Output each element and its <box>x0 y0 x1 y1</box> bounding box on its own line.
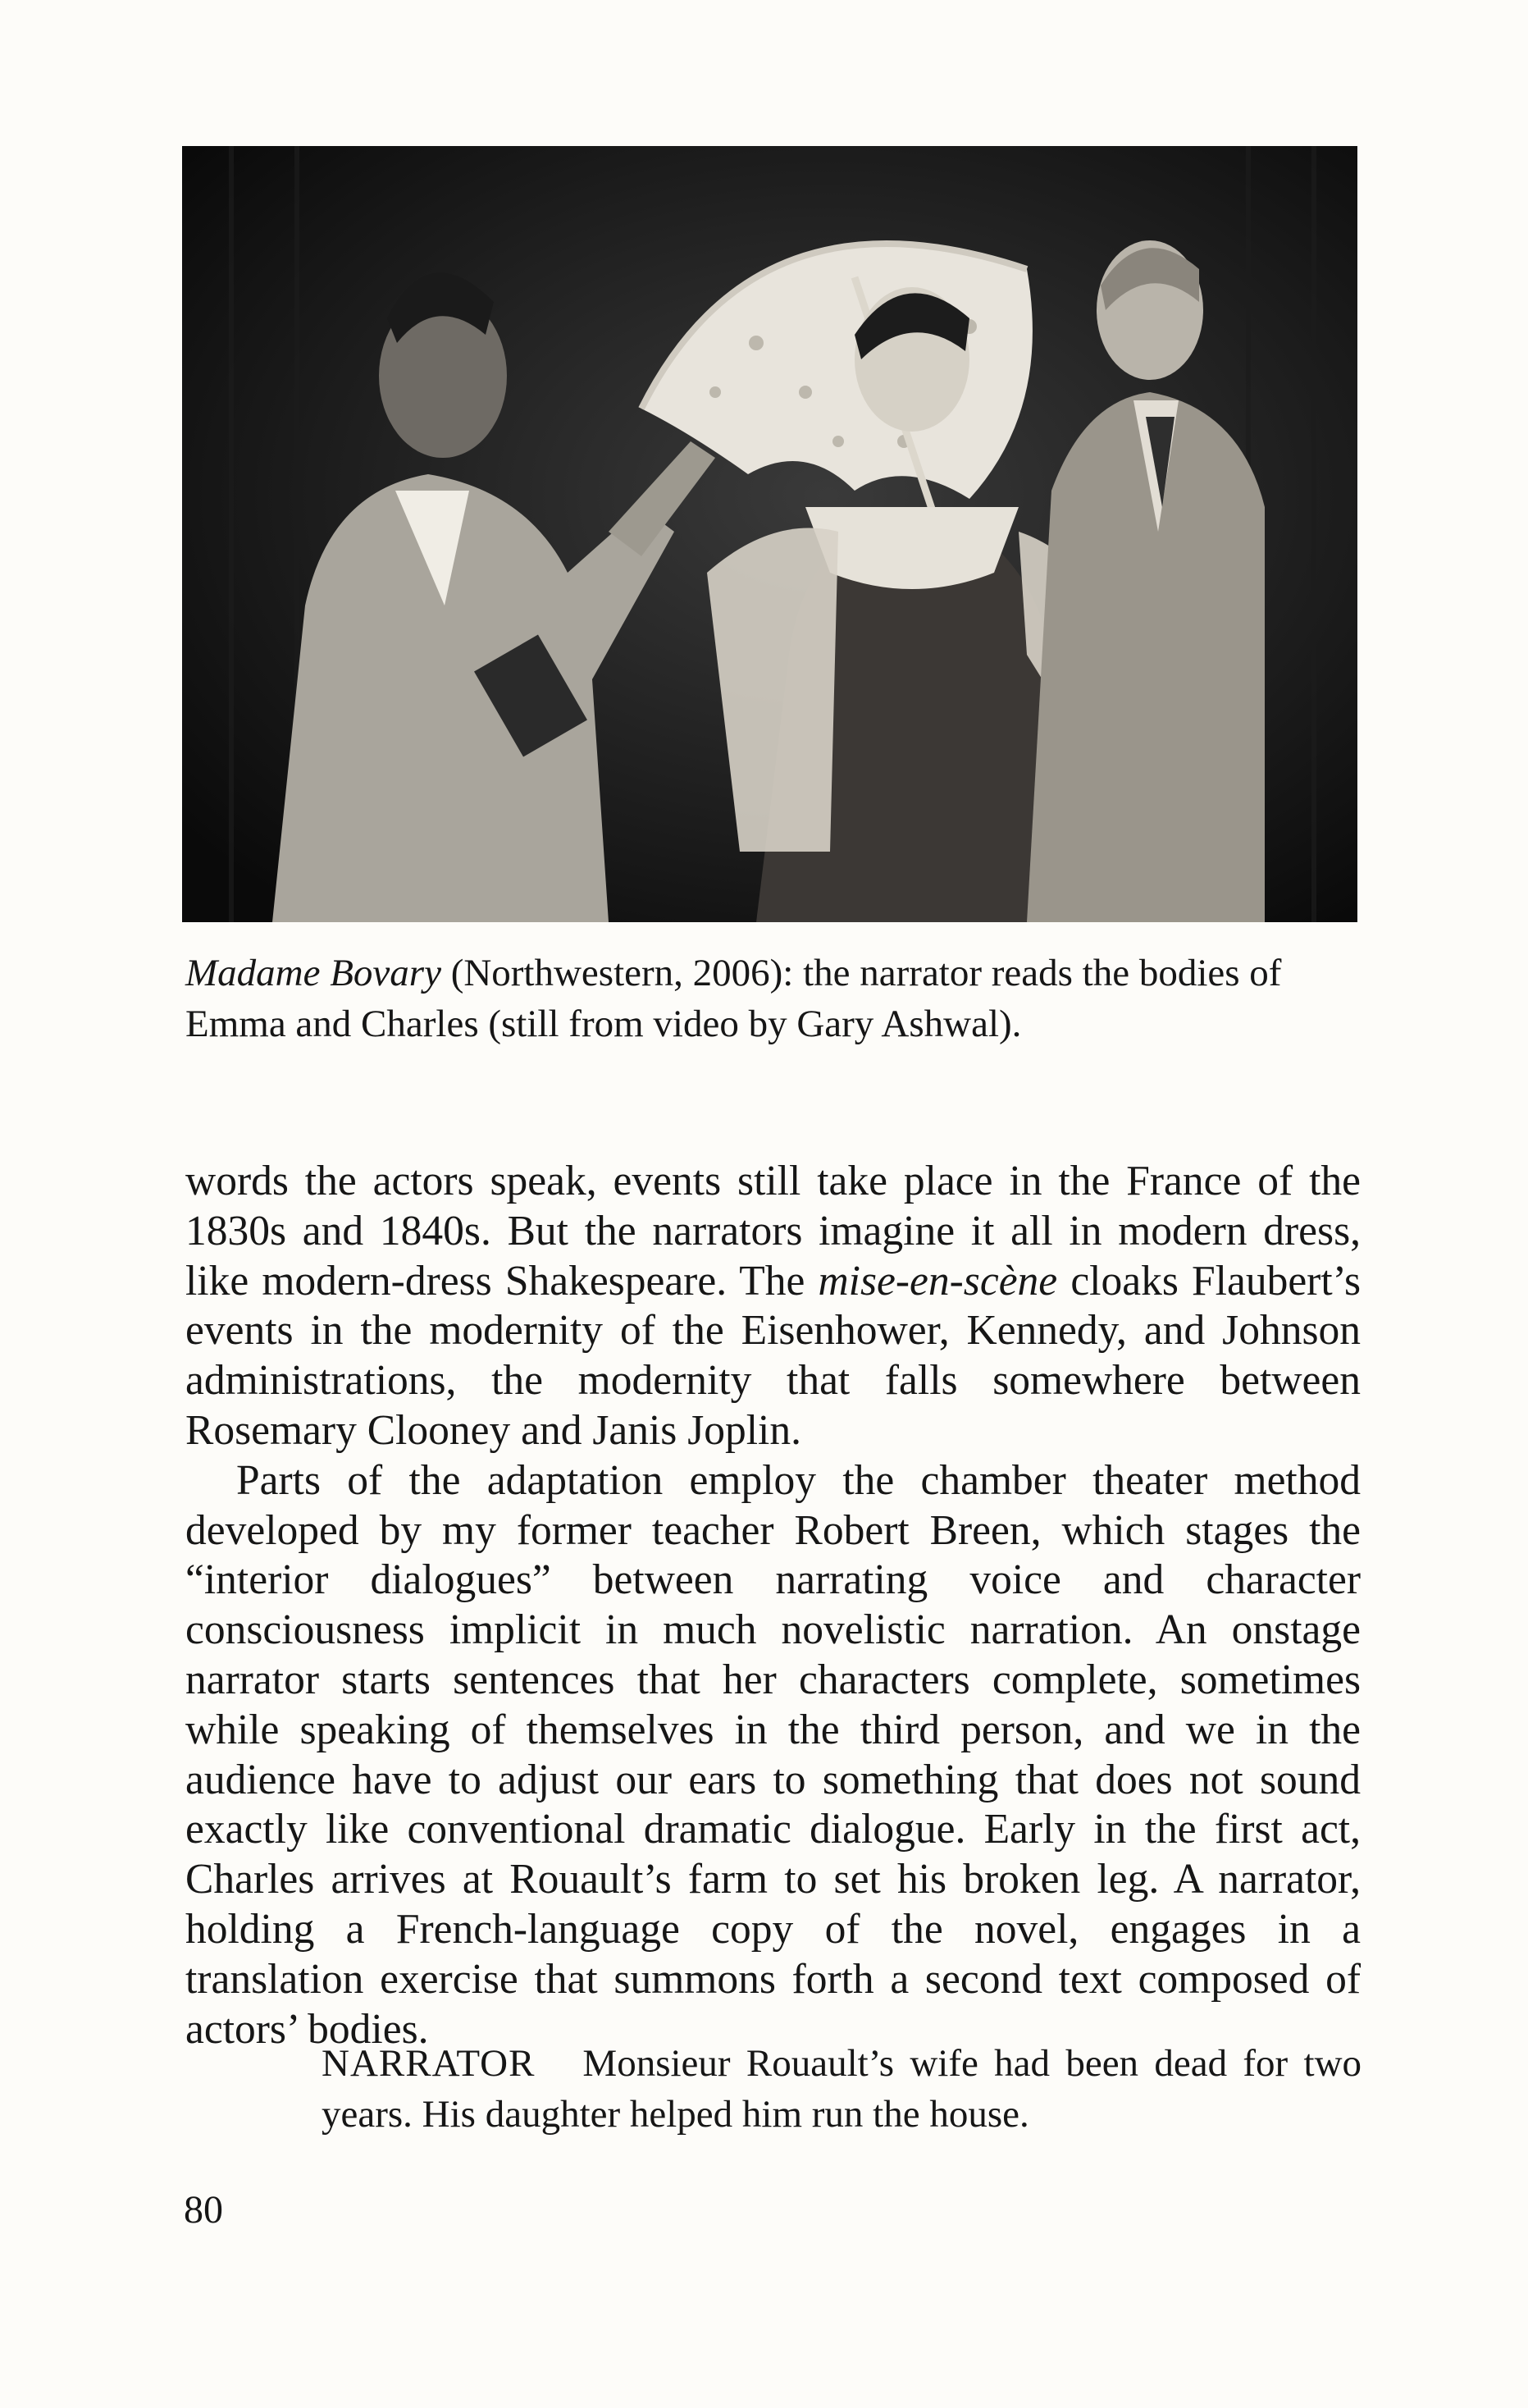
dialogue-speaker: NARRATOR <box>322 2042 536 2085</box>
paragraph-2: Parts of the adaptation employ the chamber theater method developed by my former teacher Robert Breen, which stages the “interior dialogues” between narrating voice and character consciousness implicit in much novelistic narration. An onstage narrator starts sentences that her characters complete, sometimes while speaking of themselves in the third person, and we in the audience have to adjust our ears to something that does not sound exactly like conventional dramatic dialogue. Early in the first act, Charles arrives at Rouault’s farm to set his broken leg. A narrator, holding a French-language copy of the novel, engages in a translation exercise that summons forth a second text composed of actors’ bodies. <box>185 1456 1361 2053</box>
paragraph-1-text-a: words the actors speak, events still take place in the France of the 1830s and 1840s. But the narrators imagine it all in modern dress, like modern-dress Shakespeare. The <box>185 1158 1361 1305</box>
paragraph-1-text-b: cloaks Flaubert’s events in the modernity of the Eisenhower, Kennedy, and Johnson administrations, the modernity that falls somewhere between Rosemary Clooney and Janis Joplin. <box>185 1257 1361 1454</box>
dialogue-excerpt <box>322 2038 1362 2140</box>
paragraph-1 <box>185 1157 1361 1456</box>
dialogue-line: Monsieur Rouault’s wife had been dead for two years. His daughter helped him run the house. <box>322 2042 1362 2136</box>
caption-text: (Northwestern, 2006): the narrator reads the bodies of Emma and Charles (still from video by Gary Ashwal). <box>185 952 1282 1045</box>
stage-photo-icon <box>182 146 1357 922</box>
stage-photograph <box>182 146 1357 922</box>
body-text <box>185 1157 1361 2054</box>
figure-caption <box>185 948 1358 1049</box>
caption-title: Madame Bovary <box>185 952 441 994</box>
page-number: 80 <box>184 2188 223 2232</box>
paragraph-1-italic: mise-en-scène <box>818 1257 1058 1305</box>
